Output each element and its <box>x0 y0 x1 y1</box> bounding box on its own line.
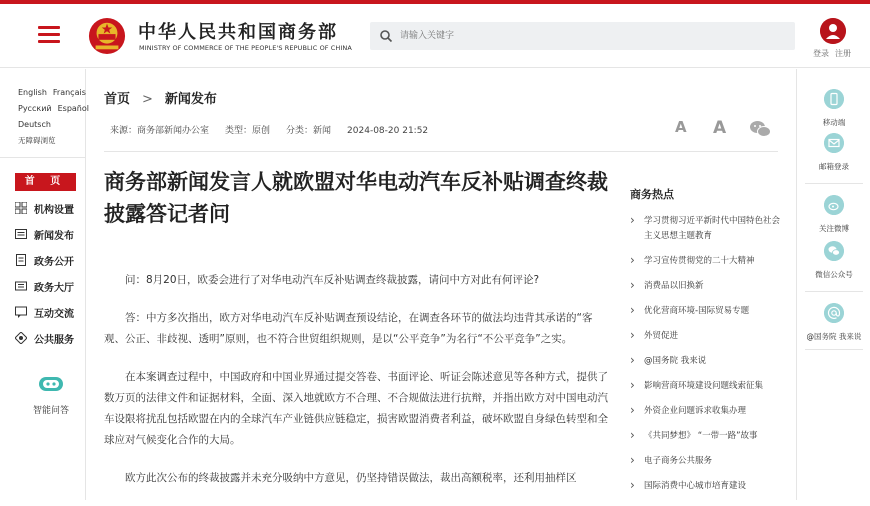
hot-topic-link[interactable]: › @国务院 我来说 <box>630 354 780 369</box>
brand-title-cn[interactable]: 中华人民共和国商务部 <box>138 22 338 43</box>
wechat-label: 微信公众号 <box>815 270 853 279</box>
search-box <box>370 22 795 50</box>
font-small-button[interactable]: A <box>675 118 687 136</box>
mobile-icon <box>824 89 844 109</box>
hall-icon <box>15 280 27 292</box>
nav-item-service[interactable] <box>15 325 85 351</box>
mobile-label: 移动端 <box>822 118 846 127</box>
login-link[interactable]: 登录 <box>813 49 829 58</box>
article-paragraph: 在本案调查过程中，中国政府和中国业界通过提交答卷、书面评论、听证会陈述意见等各种方式，提供了数万页的法律文件和证据材料，全面、深入地就欧方不合理、不合规做法进行抗辩，并指出欧方对中国电动汽车设限将扰乱包括欧盟在内的全球汽车产业链供应链稳定，损害欧盟消费者利益，破坏欧盟自身绿色转型和全球应对气候变化合作的大局。 <box>104 371 608 446</box>
grid-icon <box>15 202 27 214</box>
hot-topic-link[interactable]: › 消费品以旧换新 <box>630 279 780 294</box>
accessible-browse-link[interactable]: 无障碍浏览 <box>18 136 56 145</box>
hot-topic-link[interactable]: › 影响营商环境建设问题线索征集 <box>630 379 780 394</box>
lang-russian[interactable]: Русский <box>18 104 52 113</box>
mail-icon <box>824 133 844 153</box>
document-icon <box>15 254 27 266</box>
article-paragraph: 问：8月20日，欧委会进行了对华电动汽车反补贴调查终裁披露，请问中方对此有何评论? <box>125 274 540 286</box>
main-nav <box>15 195 85 351</box>
right-sidebar <box>796 69 870 500</box>
search-icon[interactable] <box>379 29 393 43</box>
hot-topic-link[interactable]: › 外贸促进 <box>630 329 780 344</box>
weibo-label: 关注微博 <box>819 224 849 233</box>
smart-qa-label: 智能问答 <box>32 406 69 416</box>
mail-label: 邮箱登录 <box>819 162 849 171</box>
nav-item-public[interactable] <box>15 247 85 273</box>
national-emblem-logo <box>88 16 126 56</box>
register-link[interactable]: 注册 <box>835 49 851 58</box>
lang-english[interactable]: English <box>18 88 47 97</box>
nav-label: 公共服务 <box>34 334 74 346</box>
divider <box>805 349 863 350</box>
nav-home-button[interactable]: 首 页 <box>15 173 76 191</box>
article-paragraph: 欧方此次公布的终裁披露并未充分吸纳中方意见，仍坚持错误做法，裁出高额税率，还利用抽样区 <box>125 472 577 484</box>
hot-topic-link[interactable]: › 外资企业问题诉求收集办理 <box>630 404 780 419</box>
meta-type: 类型：原创 <box>225 126 271 136</box>
chat-icon <box>15 306 27 318</box>
left-sidebar <box>0 69 89 500</box>
meta-source: 来源：商务部新闻办公室 <box>110 126 210 136</box>
meta-category: 分类：新闻 <box>286 126 332 136</box>
wechat-link[interactable] <box>797 241 870 280</box>
search-input[interactable] <box>400 22 780 50</box>
divider <box>104 151 778 152</box>
nav-label: 政务大厅 <box>34 282 74 294</box>
service-icon <box>15 332 27 344</box>
hot-topic-link[interactable]: › 优化营商环境-国际贸易专题 <box>630 304 780 319</box>
site-header <box>0 4 870 68</box>
nav-item-org[interactable] <box>15 195 85 221</box>
divider <box>805 291 863 292</box>
article-title: 商务部新闻发言人就欧盟对华电动汽车反补贴调查终裁披露答记者问 <box>104 169 608 226</box>
nav-label: 政务公开 <box>34 256 74 268</box>
nav-label: 机构设置 <box>34 204 74 216</box>
nav-item-news[interactable] <box>15 221 85 247</box>
gwy-label: @国务院 我来说 <box>806 332 862 341</box>
weibo-icon <box>824 195 844 215</box>
nav-item-hall[interactable] <box>15 273 85 299</box>
hot-topics-title: 商务热点 <box>630 188 674 201</box>
hot-topic-link[interactable]: › 国际消费中心城市培育建设 <box>630 479 780 494</box>
nav-label: 新闻发布 <box>34 230 74 242</box>
meta-datetime: 2024-08-20 21:52 <box>347 126 429 136</box>
article-tools <box>673 118 773 140</box>
weibo-link[interactable] <box>797 195 870 234</box>
hot-topics <box>630 186 780 504</box>
language-switcher <box>18 85 89 149</box>
mobile-link[interactable] <box>797 89 870 128</box>
breadcrumb-home[interactable]: 首页 <box>104 92 131 107</box>
robot-icon <box>36 374 66 394</box>
article-body <box>104 270 609 506</box>
news-icon <box>15 228 27 240</box>
user-avatar-icon[interactable] <box>820 18 846 44</box>
lang-german[interactable]: Deutsch <box>18 120 51 129</box>
mail-login-link[interactable] <box>797 133 870 172</box>
brand-title-en: MINISTRY OF COMMERCE OF THE PEOPLE'S REPUBLIC OF CHINA <box>139 44 352 52</box>
wechat-icon <box>824 241 844 261</box>
wechat-share-icon[interactable] <box>749 120 771 138</box>
lang-french[interactable]: Français <box>52 88 86 97</box>
smart-qa[interactable] <box>26 374 76 416</box>
breadcrumb-current[interactable]: 新闻发布 <box>164 92 217 107</box>
gwy-link[interactable] <box>797 303 870 342</box>
nav-item-interact[interactable] <box>15 299 85 325</box>
at-sign-icon <box>824 303 844 323</box>
font-large-button[interactable]: A <box>713 118 727 138</box>
breadcrumb <box>104 88 217 107</box>
hot-topic-link[interactable]: › 学习贯彻习近平新时代中国特色社会主义思想主题教育 <box>630 214 780 244</box>
hot-topic-link[interactable]: › 《共同梦想》 “一带一路”故事 <box>630 429 780 444</box>
article-paragraph: 答：中方多次指出，欧方对华电动汽车反补贴调查预设结论，在调查各环节的做法均违背其承诺的“客观、公正、非歧视、透明”原则，也不符合世贸组织规则，是以“公平竞争”为名行“不公平竞争”之实。 <box>104 312 593 345</box>
breadcrumb-separator: > <box>142 92 153 107</box>
hot-topic-link[interactable]: › 电子商务公共服务 <box>630 454 780 469</box>
nav-label: 互动交流 <box>34 308 74 320</box>
menu-icon[interactable] <box>38 26 60 44</box>
lang-spanish[interactable]: Español <box>57 104 89 113</box>
hot-topic-link[interactable]: › 学习宣传贯彻党的二十大精神 <box>630 254 780 269</box>
article-meta <box>110 123 444 136</box>
divider <box>805 183 863 184</box>
divider <box>0 157 85 158</box>
